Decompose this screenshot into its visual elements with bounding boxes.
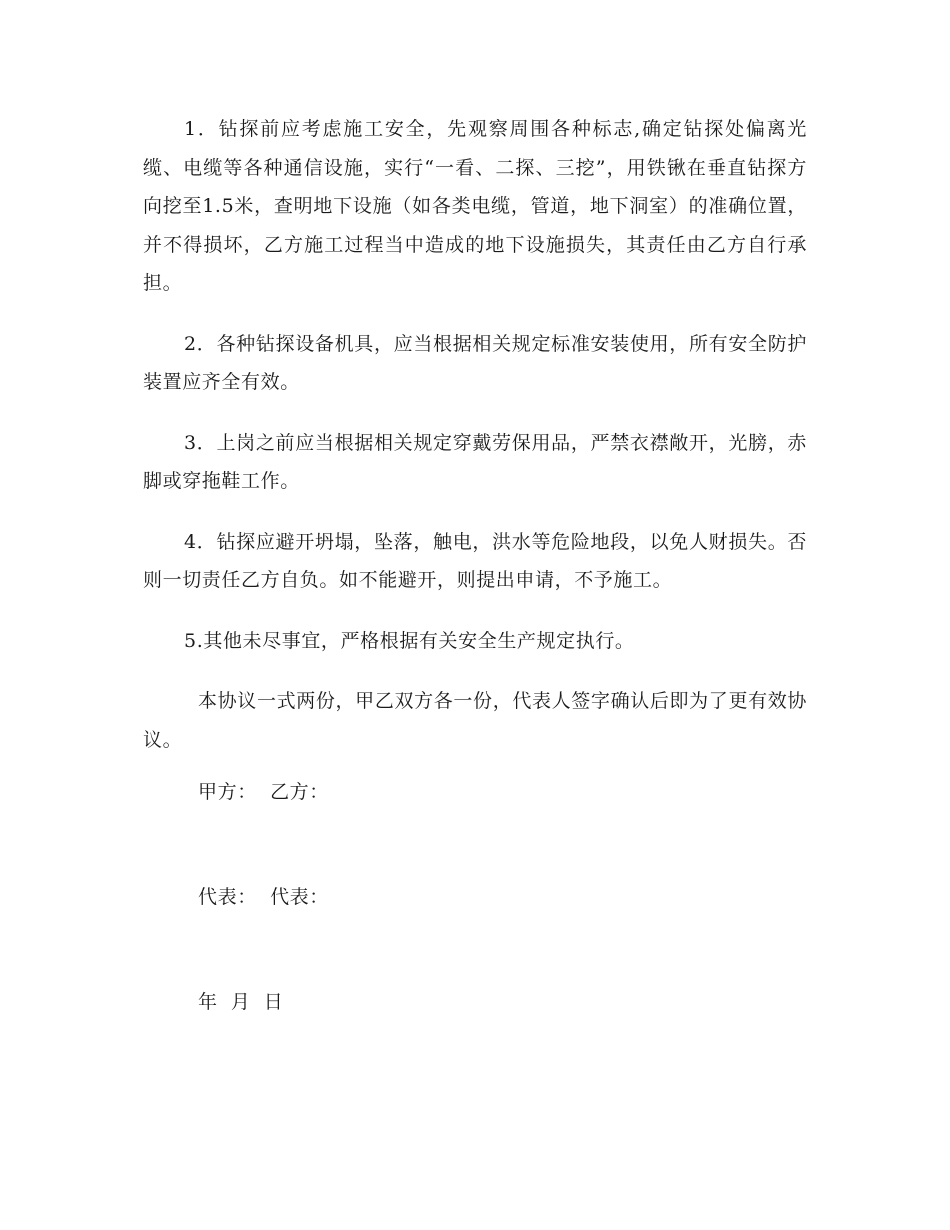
clause-3: 3．上岗之前应当根据相关规定穿戴劳保用品，严禁衣襟敞开，光膀，赤脚或穿拖鞋工作。	[143, 431, 807, 492]
clause-1: 1．钻探前应考虑施工安全，先观察周围各种标志,确定钻探处偏离光缆、电缆等各种通信设施，实行“一看、二探、三挖”，用铁锹在垂直钻探方向挖至1.5米，查明地下设施（如各类电缆，管道，地下洞室）的准确位置，并不得损坏，乙方施工过程当中造成的地下设施损失，其责任由乙方自行承担。	[143, 118, 807, 294]
date-line: 年 月 日	[198, 991, 284, 1013]
party-signature-line: 甲方： 乙方：	[198, 781, 329, 803]
clause-5: 5.其他未尽事宜，严格根据有关安全生产规定执行。	[184, 629, 635, 652]
clause-4: 4．钻探应避开坍塌，坠落，触电，洪水等危险地段，以免人财损失。否则一切责任乙方自负。如不能避开，则提出申请，不予施工。	[143, 530, 807, 591]
agreement-body	[143, 110, 807, 781]
closing-statement: 本协议一式两份，甲乙双方各一份，代表人签字确认后即为了更有效协议。	[143, 690, 807, 751]
clause-2: 2．各种钻探设备机具，应当根据相关规定标准安装使用，所有安全防护装置应齐全有效。	[143, 332, 807, 393]
representative-signature-line: 代表： 代表：	[198, 886, 329, 908]
